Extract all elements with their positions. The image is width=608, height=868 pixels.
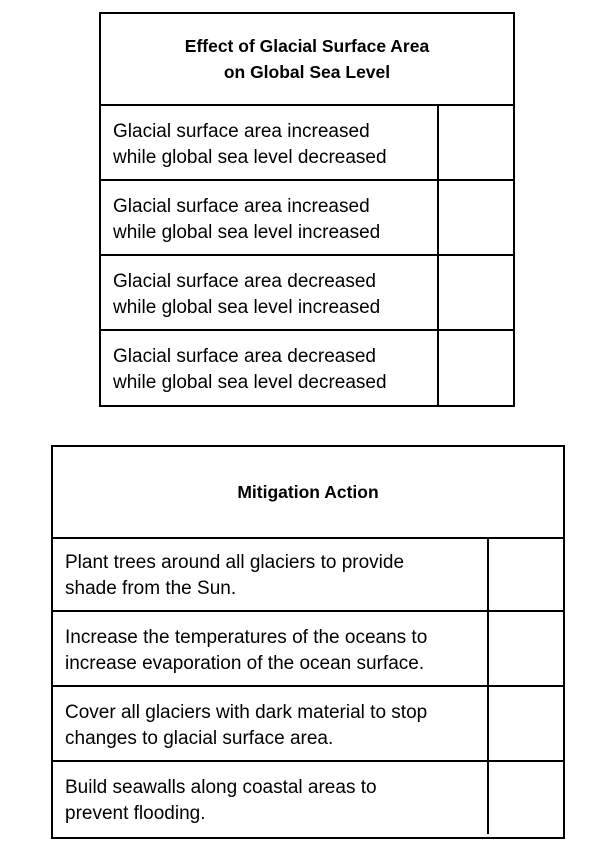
table-row bbox=[53, 762, 563, 837]
table-row bbox=[101, 331, 513, 405]
table-row bbox=[53, 537, 563, 612]
header-line-1: Effect of Glacial Surface Area bbox=[184, 36, 430, 56]
table-row bbox=[101, 106, 513, 181]
answer-box[interactable] bbox=[437, 181, 513, 254]
answer-box[interactable] bbox=[487, 762, 563, 834]
header-line-2: on Global Sea Level bbox=[223, 62, 391, 82]
row-text: Increase the temperatures of the oceans to increase evaporation of the ocean surface. bbox=[65, 627, 428, 674]
header-title: Mitigation Action bbox=[237, 482, 379, 502]
answer-box[interactable] bbox=[487, 612, 563, 685]
row-text: Glacial surface area increased while global sea level decreased bbox=[113, 121, 387, 168]
answer-box[interactable] bbox=[437, 106, 513, 179]
row-text: Cover all glaciers with dark material to stop changes to glacial surface area. bbox=[65, 702, 428, 749]
answer-box[interactable] bbox=[487, 537, 563, 610]
table-row bbox=[53, 612, 563, 687]
row-text: Build seawalls along coastal areas to prevent flooding. bbox=[65, 777, 377, 824]
answer-box[interactable] bbox=[437, 331, 513, 405]
table-row bbox=[53, 687, 563, 762]
table-header bbox=[101, 14, 513, 106]
row-text: Plant trees around all glaciers to provide shade from the Sun. bbox=[65, 552, 405, 599]
mitigation-action-table bbox=[51, 445, 565, 839]
row-text: Glacial surface area decreased while global sea level increased bbox=[113, 271, 381, 318]
row-text: Glacial surface area decreased while global sea level decreased bbox=[113, 346, 387, 393]
table-row bbox=[101, 181, 513, 256]
table-row bbox=[101, 256, 513, 331]
row-text: Glacial surface area increased while global sea level increased bbox=[113, 196, 381, 243]
answer-box[interactable] bbox=[487, 687, 563, 760]
table-header bbox=[53, 447, 563, 539]
glacial-effect-table bbox=[99, 12, 515, 407]
answer-box[interactable] bbox=[437, 256, 513, 329]
